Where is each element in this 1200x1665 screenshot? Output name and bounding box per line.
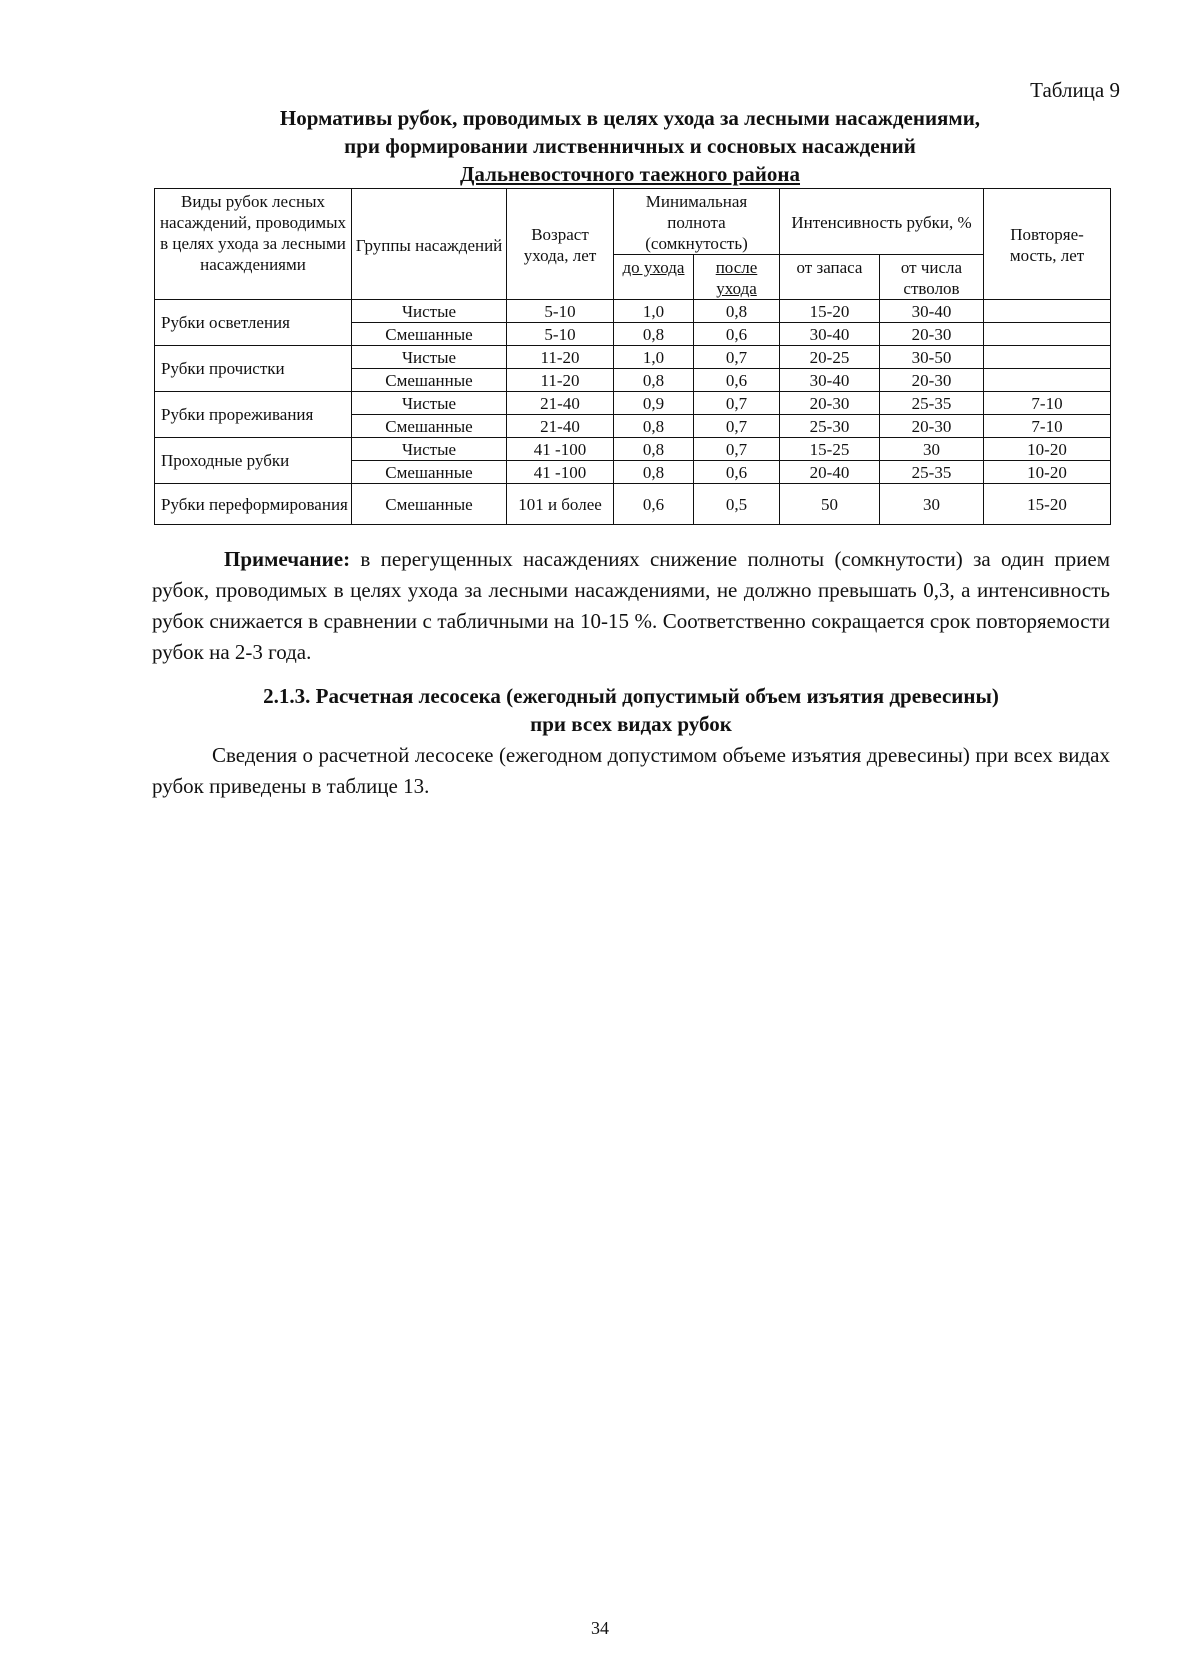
table-title: [150, 104, 1110, 188]
type-cell: Проходные рубки: [155, 438, 352, 484]
section-heading-line: при всех видах рубок: [530, 712, 732, 736]
norms-table: [154, 188, 1111, 525]
stock-cell: 25-30: [780, 415, 880, 438]
section-heading: [150, 682, 1112, 738]
section-heading-line: 2.1.3. Расчетная лесосека (ежегодный допустимый объем изъятия древесины): [263, 684, 999, 708]
age-cell: 41 -100: [507, 438, 614, 461]
table-title-line: Дальневосточного таежного района: [459, 162, 801, 186]
before-cell: 0,8: [614, 369, 694, 392]
table-header-row: [155, 189, 1111, 255]
trunks-cell: 30: [880, 438, 984, 461]
section-paragraph: Сведения о расчетной лесосеке (ежегодном допустимом объеме изъятия древесины) при всех видах рубок приведены в таблице 13.: [152, 743, 1110, 798]
group-cell: Смешанные: [352, 369, 507, 392]
table-row: [155, 438, 1111, 461]
type-cell: Рубки осветления: [155, 300, 352, 346]
after-cell: 0,6: [694, 323, 780, 346]
before-cell: 0,9: [614, 392, 694, 415]
type-cell: Рубки прореживания: [155, 392, 352, 438]
table-row: [155, 300, 1111, 323]
group-cell: Чистые: [352, 300, 507, 323]
type-cell: Рубки переформирования: [155, 484, 352, 525]
group-cell: Смешанные: [352, 461, 507, 484]
table-row: [155, 484, 1111, 525]
after-cell: 0,5: [694, 484, 780, 525]
stock-cell: 30-40: [780, 369, 880, 392]
after-cell: 0,7: [694, 392, 780, 415]
table-row: [155, 346, 1111, 369]
before-cell: 1,0: [614, 300, 694, 323]
repeat-cell: [984, 323, 1111, 346]
header-age: Возраст ухода, лет: [507, 189, 614, 300]
age-cell: 41 -100: [507, 461, 614, 484]
header-density-before: до ухода: [614, 255, 694, 300]
trunks-cell: 20-30: [880, 369, 984, 392]
repeat-cell: 15-20: [984, 484, 1111, 525]
type-cell: Рубки прочистки: [155, 346, 352, 392]
stock-cell: 30-40: [780, 323, 880, 346]
age-cell: 21-40: [507, 392, 614, 415]
before-cell: 0,8: [614, 461, 694, 484]
group-cell: Чистые: [352, 392, 507, 415]
group-cell: Смешанные: [352, 484, 507, 525]
before-cell: 0,8: [614, 415, 694, 438]
after-cell: 0,6: [694, 369, 780, 392]
trunks-cell: 25-35: [880, 392, 984, 415]
header-intensity-stock: от запаса: [780, 255, 880, 300]
after-cell: 0,7: [694, 438, 780, 461]
note-text: в перегущенных насаждениях снижение полноты (сомкнутости) за один прием рубок, проводимых в целях ухода за лесными насаждениями, не должно превышать 0,3, а интенсивность рубок снижается в сравнении с табличными на 10-15 %. Соответственно сокращается срок повторяемости рубок на 2-3 года.: [152, 547, 1110, 664]
header-density-after: после ухода: [694, 255, 780, 300]
stock-cell: 50: [780, 484, 880, 525]
repeat-cell: [984, 346, 1111, 369]
age-cell: 101 и более: [507, 484, 614, 525]
table-note: [152, 544, 1110, 668]
table-title-line: Нормативы рубок, проводимых в целях ухода за лесными насаждениями,: [279, 106, 981, 130]
header-groups: Группы насаждений: [352, 189, 507, 300]
before-cell: 0,8: [614, 438, 694, 461]
before-cell: 0,8: [614, 323, 694, 346]
stock-cell: 15-20: [780, 300, 880, 323]
note-paragraph: [152, 544, 1110, 668]
header-repeat: Повторяе-мость, лет: [984, 189, 1111, 300]
trunks-cell: 30-50: [880, 346, 984, 369]
header-intensity: Интенсивность рубки, %: [780, 189, 984, 255]
header-intensity-trunks: от числа стволов: [880, 255, 984, 300]
page-number: 34: [591, 1618, 609, 1638]
section-body: [152, 740, 1110, 802]
note-label: Примечание:: [224, 547, 351, 571]
table-title-line: при формировании лиственничных и сосновых насаждений: [344, 134, 916, 158]
age-cell: 5-10: [507, 300, 614, 323]
repeat-cell: [984, 300, 1111, 323]
repeat-cell: [984, 369, 1111, 392]
after-cell: 0,7: [694, 415, 780, 438]
trunks-cell: 20-30: [880, 415, 984, 438]
after-cell: 0,7: [694, 346, 780, 369]
stock-cell: 20-25: [780, 346, 880, 369]
after-cell: 0,6: [694, 461, 780, 484]
trunks-cell: 20-30: [880, 323, 984, 346]
header-min-density: Минимальная полнота (сомкнутость): [614, 189, 780, 255]
group-cell: Смешанные: [352, 323, 507, 346]
repeat-cell: 7-10: [984, 392, 1111, 415]
age-cell: 5-10: [507, 323, 614, 346]
before-cell: 1,0: [614, 346, 694, 369]
group-cell: Чистые: [352, 346, 507, 369]
trunks-cell: 25-35: [880, 461, 984, 484]
header-types: Виды рубок лесных насаждений, проводимых в целях ухода за лесными насаждениями: [155, 189, 352, 300]
trunks-cell: 30: [880, 484, 984, 525]
before-cell: 0,6: [614, 484, 694, 525]
group-cell: Чистые: [352, 438, 507, 461]
age-cell: 11-20: [507, 346, 614, 369]
after-cell: 0,8: [694, 300, 780, 323]
age-cell: 21-40: [507, 415, 614, 438]
stock-cell: 15-25: [780, 438, 880, 461]
repeat-cell: 10-20: [984, 438, 1111, 461]
age-cell: 11-20: [507, 369, 614, 392]
table-label: Таблица 9: [1030, 78, 1120, 102]
stock-cell: 20-40: [780, 461, 880, 484]
table-row: [155, 392, 1111, 415]
repeat-cell: 10-20: [984, 461, 1111, 484]
group-cell: Смешанные: [352, 415, 507, 438]
stock-cell: 20-30: [780, 392, 880, 415]
trunks-cell: 30-40: [880, 300, 984, 323]
repeat-cell: 7-10: [984, 415, 1111, 438]
